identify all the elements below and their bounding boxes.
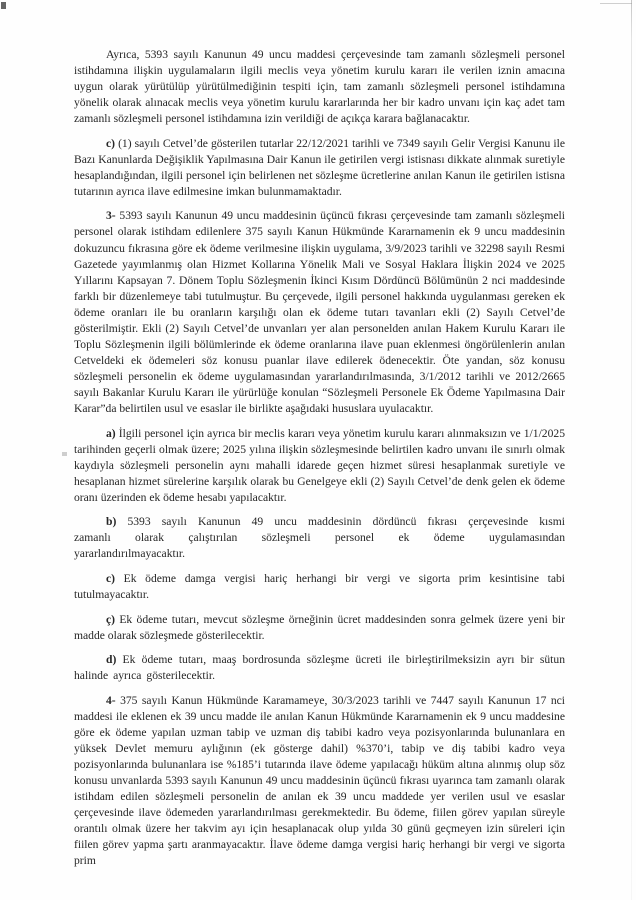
- page-edge-top-line: [600, 3, 632, 4]
- paragraph-ayrica: [74, 47, 565, 127]
- paragraph-text: 375 sayılı Kanun Hükmünde Karamameye, 30/3/2023 tarihli ve 7447 sayılı Kanunun 17 nci maddesi ile eklenen ek 39 uncu madde ile anılan Kanun Hükmünde Kararnamenin ek 9 uncu maddesine göre ek ödeme yapılan uzman tabip ve uzman diş tabibi kadro veya pozisyonlarında bulunanlara en yüksek Devlet memuru aylığının (ek gösterge dahil) %370’i, tabip ve diş tabibi kadro veya pozisyonlarında bulunanlara ise %185’i tutarında ilave ödeme yapılacağı hüküm altına alınmış olup söz konusu unvanlarda 5393 sayılı Kanunun 49 uncu maddesinin üçüncü fıkrası uyarınca tam zamanlı olarak istihdam edilen sözleşmeli personelin de anılan ek 39 uncu maddede yer verilen usul ve esaslar çerçevesinde ilave ödemeden yararlandırılması gerekmektedir. Bu ödeme, fiilen görev yapılan süreyle orantılı olmak üzere her takvim ayı için hesaplanacak olup yılda 30 günü geçmeyen izin süreleri için fiilen görev yapma şartı aranmayacaktır. İlave ödeme damga vergisi hariç herhangi bir vergi ve sigorta prim: [74, 693, 565, 868]
- paragraph-c-cetvel: [74, 136, 565, 200]
- paragraph-sub-c-cedilla: [74, 612, 565, 644]
- paragraph-marker: a): [106, 426, 116, 440]
- document-text-body: [74, 47, 565, 869]
- paragraph-text: (1) sayılı Cetvel’de gösterilen tutarlar 22/12/2021 tarihli ve 7349 sayılı Gelir Vergisi Kanunu ile Bazı Kanunlarda Değişiklik Yapılmasına Dair Kanun ile getirilen vergi istisnası dikkate alınmak suretiyle hesaplandığından, ilgili personel için belirlenen net sözleşme ücretlerine anılan Kanun ile getirilen istisna tutarının ayrıca ilave edilmesine imkan bulunmamaktadır.: [74, 136, 565, 198]
- paragraph-text: Ek ödeme damga vergisi hariç herhangi bir vergi ve sigorta prim kesintisine tabi tutulmayacaktır.: [74, 571, 565, 601]
- paragraph-sub-c: [74, 571, 565, 603]
- paragraph-text: İlgili personel için ayrıca bir meclis kararı veya yönetim kurulu kararı alınmaksızın ve 1/1/2025 tarihinden geçerli olmak üzere; 2025 yılına ilişkin sözleşmesinde belirtilen kadro unvanı ile sınırlı olmak kaydıyla sözleşmeli personelin aynı mahalli idarede geçen hizmet süresi hesaplanmak suretiyle ve hesaplanan hizmet sürelerine karşılık olarak bu Genelgeye ekli (2) Sayılı Cetvel’de denk gelen ek ödeme oranı üzerinden ek ödeme hesabı yapılacaktır.: [74, 426, 565, 504]
- paragraph-marker: 4-: [106, 693, 116, 707]
- paragraph-marker: c): [106, 136, 116, 150]
- paragraph-text: Ayrıca, 5393 sayılı Kanunun 49 uncu maddesi çerçevesinde tam zamanlı sözleşmeli personel istihdamına ilişkin uygulamaların ilgili meclis veya yönetim kurulu kararı ile verilen iznin amacına uygun olarak yürütülüp yürütülmediğinin tespiti için, tam zamanlı sözleşmeli personel istihdamına yönelik olarak alınacak meclis veya yönetim kurulu kararlarında her bir kadro unvanı için kaç adet tam zamanlı sözleşmeli personel istihdamına izin verildiği de açıkça karara bağlanacaktır.: [74, 48, 565, 126]
- paragraph-marker: ç): [106, 612, 116, 626]
- paragraph-marker: c): [106, 571, 116, 585]
- paragraph-sub-a: [74, 426, 565, 506]
- paragraph-text: Ek ödeme tutarı, mevcut sözleşme örneğinin ücret maddesinden sonra gelmek üzere yeni bir madde olarak sözleşmede gösterilecektir.: [74, 612, 565, 642]
- paragraph-marker: b): [106, 515, 117, 529]
- paragraph-sub-d: [74, 652, 565, 684]
- scan-artifact-speck: [1, 2, 6, 9]
- page-edge-right-line: [631, 0, 632, 900]
- paragraph-item-4: [74, 693, 565, 870]
- paragraph-text: 5393 sayılı Kanunun 49 uncu maddesinin üçüncü fıkrası çerçevesinde tam zamanlı sözleşmeli personel olarak istihdam edilenlere 375 sayılı Kanun Hükmünde Kararnamenin ek 9 uncu maddesinin dokuzuncu fıkrasına göre ek ödeme verilmesine ilişkin uygulama, 3/9/2023 tarihli ve 32298 sayılı Resmi Gazetede yayımlanmış olan Hizmet Kollarına Yönelik Mali ve Sosyal Haklara İlişkin 2024 ve 2025 Yıllarını Kapsayan 7. Dönem Toplu Sözleşmenin İkinci Kısım Dördüncü Bölümünün 2 nci maddesinde farklı bir düzenlemeye tabi tutulmuştur. Bu çerçevede, ilgili personel hakkında uygulanması gereken ek ödeme oranları ile bu oranların karşılığı olan ek ödeme tutarı tavanları ekli (2) Sayılı Cetvel’de gösterilmiştir. Ekli (2) Sayılı Cetvel’de unvanları yer alan personelden anılan Hakem Kurulu Kararı ile Toplu Sözleşmenin ilgili bölümlerinde ek ödeme oranlarına ilave puan eklenmesi öngörülenlerin anılan Cetveldeki ek ödemeleri söz konusu puanlar ilave edilerek ödenecektir. Öte yandan, söz konusu sözleşmeli personelin ek ödeme uygulamasından yararlandırılmasında, 3/1/2012 tarihli ve 2012/2665 sayılı Bakanlar Kurulu Kararı ile yürürlüğe konulan “Sözleşmeli Personele Ek Ödeme Yapılmasına Dair Karar”da belirtilen usul ve esaslar ile birlikte aşağıdaki hususlara uyulacaktır.: [74, 209, 565, 415]
- paragraph-marker: 3-: [106, 209, 116, 223]
- paragraph-text: 5393 sayılı Kanunun 49 uncu maddesinin dördüncü fıkrası çerçevesinde kısmi zamanlı olarak çalıştırılan sözleşmeli personel ek ödeme uygulamasından yararlandırılmayacaktır.: [74, 515, 565, 561]
- paragraph-marker: d): [106, 653, 117, 667]
- paragraph-sub-b: [74, 514, 565, 562]
- scan-artifact-speck-secondary: [62, 452, 67, 456]
- paragraph-item-3: [74, 208, 565, 417]
- paragraph-text: Ek ödeme tutarı, maaş bordrosunda sözleşme ücreti ile birleştirilmeksizin ayrı bir sütun halinde ayrıca gösterilecektir.: [74, 653, 565, 683]
